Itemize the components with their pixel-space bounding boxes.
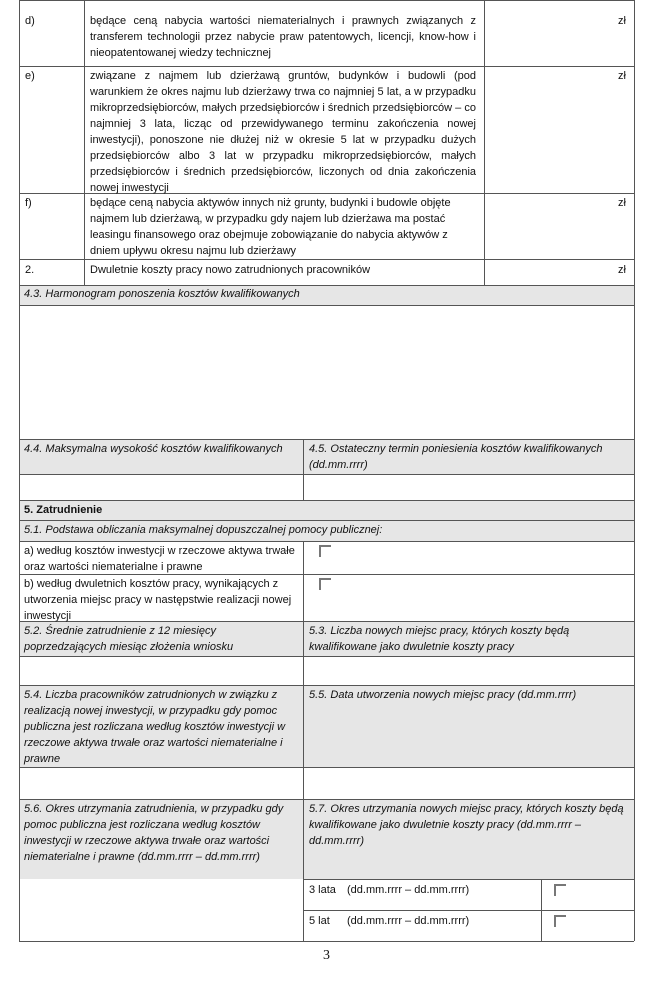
- schedule-field[interactable]: [20, 306, 633, 438]
- row-2-unit: zł: [618, 264, 626, 276]
- row-e-id: e): [25, 70, 35, 82]
- jobs-creation-date-field[interactable]: [304, 768, 633, 798]
- s5-1-label: 5.1. Podstawa obliczania maksymalnej dopuszczalnej pomocy publicznej:: [24, 524, 383, 536]
- employment-period-field[interactable]: [20, 880, 302, 940]
- option-3-period: 3 lata: [309, 884, 336, 896]
- checkbox-5-years[interactable]: [554, 915, 566, 927]
- option-3-format: (dd.mm.rrrr – dd.mm.rrrr): [347, 884, 470, 896]
- row-f-unit: zł: [618, 197, 626, 209]
- checkbox-option-b[interactable]: [319, 578, 331, 590]
- s5-title: 5. Zatrudnienie: [24, 504, 103, 516]
- row-2-text: Dwuletnie koszty pracy nowo zatrudnionych pracowników: [90, 264, 371, 276]
- final-deadline-field[interactable]: [304, 475, 633, 499]
- employees-count-field[interactable]: [20, 768, 302, 798]
- row-d-text: będące ceną nabycia wartości niematerialnych i prawnych związanych z transferem technologii przez nabycie praw patentowych, licencji, know-how i nieopatentowanej wiedzy technicznej: [90, 15, 476, 59]
- s5-1-option-b: b) według dwuletnich kosztów pracy, wynikających z utworzenia miejsc pracy w następstwie realizacji nowej inwestycji: [24, 578, 292, 622]
- s5-title-shade: [19, 500, 634, 520]
- row-f-id: f): [25, 197, 32, 209]
- s5-3-label: 5.3. Liczba nowych miejsc pracy, których koszty będą kwalifikowane jako dwuletnie koszty pracy: [309, 625, 570, 653]
- s4-5-label: 4.5. Ostateczny termin poniesienia kosztów kwalifikowanych (dd.mm.rrrr): [309, 443, 603, 471]
- row-2-id: 2.: [25, 264, 35, 276]
- avg-employment-field[interactable]: [20, 657, 302, 684]
- s5-5-label: 5.5. Data utworzenia nowych miejsc pracy (dd.mm.rrrr): [309, 689, 577, 701]
- s4-4-label: 4.4. Maksymalna wysokość kosztów kwalifikowanych: [24, 443, 283, 455]
- option-5-format: (dd.mm.rrrr – dd.mm.rrrr): [347, 915, 470, 927]
- page-number: 3: [323, 948, 330, 963]
- s5-2-label: 5.2. Średnie zatrudnienie z 12 miesięcy poprzedzających miesiąc złożenia wniosku: [24, 625, 234, 653]
- s5-1-option-a: a) według kosztów inwestycji w rzeczowe aktywa trwałe oraz wartości niematerialne i prawne: [24, 545, 295, 573]
- s4-3-label: 4.3. Harmonogram ponoszenia kosztów kwalifikowanych: [24, 288, 300, 300]
- row-d-id: d): [25, 15, 35, 27]
- row-e-text: związane z najmem lub dzierżawą gruntów, budynków i budowli (pod warunkiem że okres najmu lub dzierżawy trwa co najmniej 5 lat, a w przypadku mikroprzedsiębiorców, małych przedsiębiorców i średnich przedsiębiorców – co najmniej 3 lata, licząc od przewidywanego terminu zakończenia nowej inwestycji), ponoszone nie dłużej niż w okresie 5 lat w przypadku dużych przedsiębiorców albo 3 lat w przypadku mikroprzedsiębiorców, małych przedsiębiorców i średnich przedsiębiorców, liczonych od dnia zakończenia nowej inwestycji: [90, 70, 476, 194]
- checkbox-3-years[interactable]: [554, 884, 566, 896]
- new-jobs-count-field[interactable]: [304, 657, 633, 684]
- row-f-text: będące ceną nabycia aktywów innych niż grunty, budynki i budowle objęte najmem lub dzierżawą, w przypadku gdy najem lub dzierżawa ma postać leasingu finansowego oraz obejmuje zobowiązanie do nabycia aktywów z dniem upływu okresu najmu lub dzierżawy: [90, 197, 451, 257]
- max-cost-field[interactable]: [20, 475, 302, 499]
- s5-6-label: 5.6. Okres utrzymania zatrudnienia, w przypadku gdy pomoc publiczna jest rozliczana według kosztów inwestycji w rzeczowe aktywa trwałe oraz wartości niematerialne i prawne (dd.mm.rrrr – dd.mm.rrrr): [24, 803, 284, 863]
- row-d-unit: zł: [618, 15, 626, 27]
- checkbox-option-a[interactable]: [319, 545, 331, 557]
- s5-4-label: 5.4. Liczba pracowników zatrudnionych w związku z realizacją nowej inwestycji, w przypadku gdy pomoc publiczna jest rozliczana według kosztów inwestycji w rzeczowe aktywa trwałe oraz wartości niematerialne i prawne: [24, 689, 286, 765]
- s5-7-label: 5.7. Okres utrzymania nowych miejsc pracy, których koszty będą kwalifikowane jako dwuletnie koszty pracy (dd.mm.rrrr – dd.mm.rrrr): [309, 803, 624, 847]
- row-e-unit: zł: [618, 70, 626, 82]
- option-5-period: 5 lat: [309, 915, 330, 927]
